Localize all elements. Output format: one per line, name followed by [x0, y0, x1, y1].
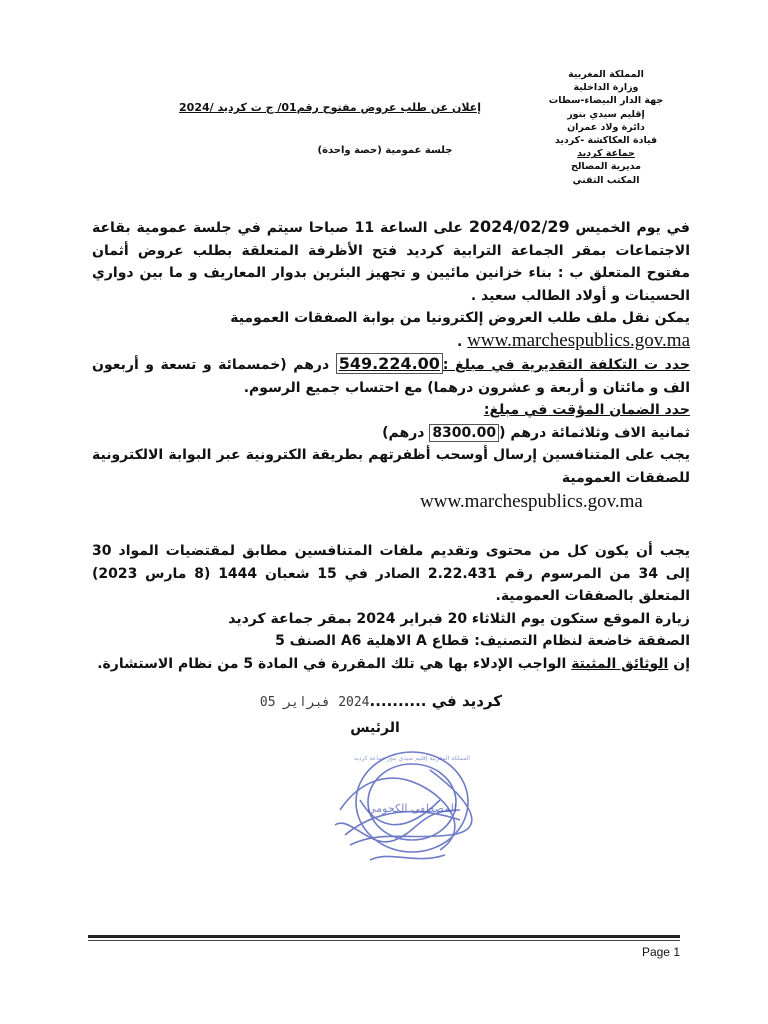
opening-text-rest: على الساعة 11 صباحا سيتم في جلسة عمومية بقاعة الاجتماعات بمقر الجماعة الترابية كرديد فتح الأظرفة المتعلقة بطلب عروض أثمان مفتوح المتعلق ب : بناء خزانين مائيين و تجهيز البئرين بدوار المعاريف و ما بين دواري الحسينات و أولاد الطالب سعيد .	[92, 220, 690, 304]
link-period: .	[456, 333, 463, 350]
documents-text-rest: الواجب الإدلاء بها هي تلك المقررة في المادة 5 من نظام الاستشارة.	[97, 655, 572, 672]
announcement-title: إعلان عن طلب عروض مفتوح رقم01/ ج ت كرديد /2024	[179, 101, 481, 114]
header-line: المملكة المغربية	[568, 69, 644, 80]
site-visit-paragraph: زيارة الموقع ستكون يوم الثلاثاء 20 فبراير 2024 بمقر جماعة كرديد	[228, 610, 690, 627]
session-note: جلسة عمومية (حصة واحدة)	[317, 145, 453, 156]
portal-link[interactable]: www.marchespublics.gov.ma	[467, 329, 690, 351]
header-line: مديرية المصالح	[570, 161, 642, 173]
cost-value: 549.224.00	[336, 353, 443, 374]
header-line: جهة الدار البيضاء-سطات	[548, 95, 664, 107]
guarantee-value: 8300.00	[429, 424, 499, 442]
download-text: يمكن نقل ملف طلب العروض إلكترونيا من بوابة الصفقات العمومية	[230, 310, 690, 326]
footer-rule-thin	[88, 940, 680, 941]
header-line: قيادة العكاكشة -كرديد	[554, 135, 658, 147]
signature-date-line	[259, 692, 502, 710]
handwritten-date: 2024 فبراير 05	[259, 695, 370, 710]
documents-text: إن	[668, 655, 690, 672]
guarantee-text: ثمانية الاف وثلاثمائة درهم (	[499, 424, 690, 441]
cost-label: حدد ت التكلفة التقديرية في مبلغ :	[442, 357, 690, 373]
official-stamp	[320, 740, 490, 880]
administrative-header	[516, 68, 696, 187]
signature-place: كرديد في	[431, 692, 502, 710]
header-line: دائرة ولاد عمران	[567, 121, 645, 133]
header-line: المكتب التقني	[572, 174, 640, 186]
footer-rule	[88, 935, 680, 938]
header-line: وزارة الداخلية	[573, 82, 639, 94]
download-paragraph	[92, 307, 690, 353]
signer-title: الرئيس	[350, 720, 400, 736]
page-number: Page 1	[641, 945, 680, 959]
stamp-name: المصطفى الكحومي	[367, 802, 457, 815]
guarantee-text-end: درهم)	[382, 424, 430, 441]
header-line: إقليم سيدي بنور	[567, 108, 645, 120]
announcement-body	[92, 216, 690, 489]
opening-date: 2024/02/29	[468, 217, 570, 236]
portal-link-2[interactable]: www.marchespublics.gov.ma	[420, 491, 643, 512]
articles-paragraph: يجب أن يكون كل من محتوى وتقديم ملفات المتنافسين مطابق لمقتضيات المواد 30 إلى 34 من المرسوم رقم 2.22.431 الصادر في 15 شعبان 1444 (8 مارس 2023) المتعلق بالصفقات العمومية.	[92, 543, 690, 604]
header-line: جماعة كرديد	[577, 148, 635, 160]
classification-paragraph: الصفقة خاضعة لنظام التصنيف: قطاع A الاهلية A6 الصنف 5	[275, 633, 690, 649]
stamp-ring-text: المملكة المغربية إقليم سيدي بنور جماعة كرديد	[353, 755, 471, 762]
documents-paragraph	[92, 653, 690, 676]
opening-paragraph	[92, 216, 690, 307]
date-dots: ..........	[369, 692, 427, 710]
cost-paragraph	[92, 353, 690, 399]
guarantee-paragraph	[92, 399, 690, 444]
submission-paragraph: يجب على المتنافسين إرسال أوسحب أظفرتهم بطريقة الكترونية عبر البوابة الالكترونية للصفقات العمومية	[92, 447, 690, 486]
requirements-body	[92, 540, 690, 675]
cost-words: درهم (خمسمائة و تسعة و أربعون الف و مائتان و أربعة و عشرون درهما) مع احتساب جميع الرسوم.	[92, 357, 690, 396]
guarantee-label: حدد الضمان المؤقت في مبلغ:	[483, 402, 690, 418]
documents-underlined: الوثائق المثبتة	[571, 655, 669, 672]
opening-text: في يوم الخميس	[569, 220, 690, 236]
